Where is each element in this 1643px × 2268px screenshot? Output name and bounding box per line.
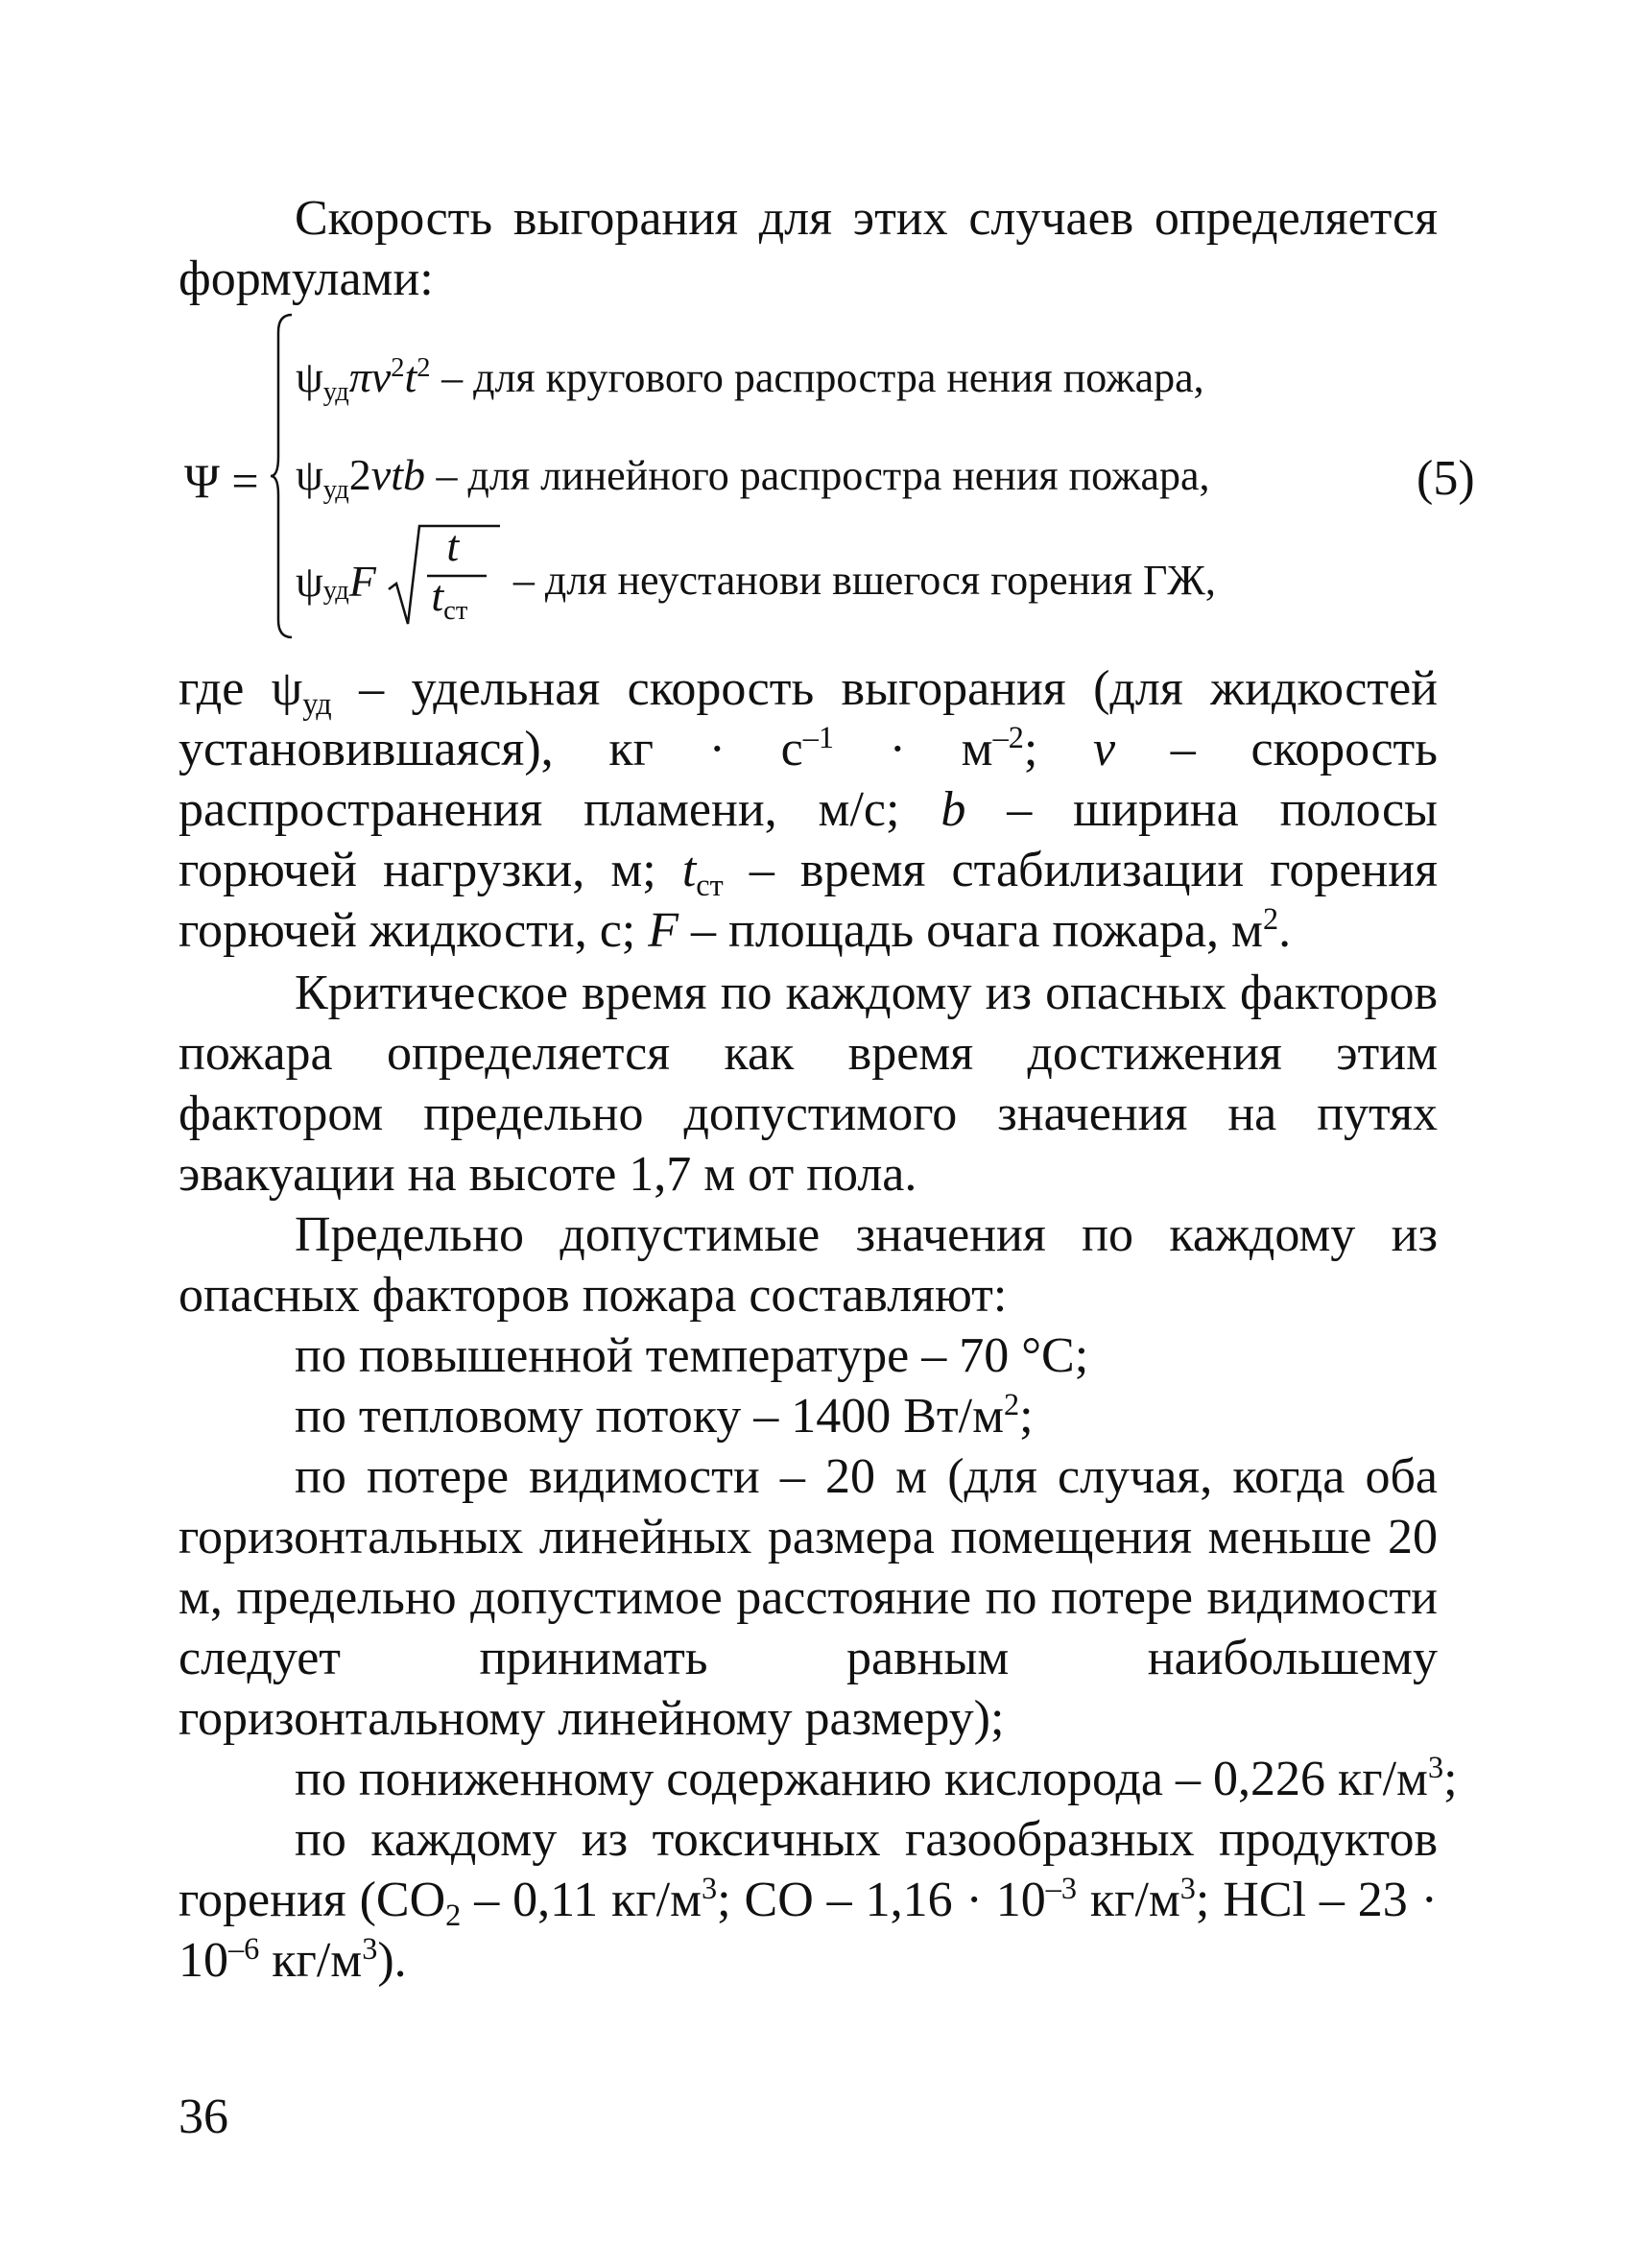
formula-row-linear: $\psi_{уд}2vtb$ – для линейного распростра нения пожара, (296, 450, 1210, 505)
limit-toxic-gases: по каждому из токсичных газообразных продуктов горения ($СО_2 - 0,11$ $кг/м^3$; СО – $1,16 \cdot 10^{-3}$ $кг/м^3$; НСl – $23 \cdot 10^{-6}$ $кг/м^3$). (179, 1812, 1439, 1988)
limit-visibility: по потере видимости – 20 м (для случая, когда оба горизонтальных линейных размера помещения меньше 20 м, предельно допустимое расстояние по потере видимости следует принимать равным наибольшему горизонтальному линейному размеру); (179, 1449, 1438, 1746)
page-number: 36 (179, 2089, 228, 2144)
sqrt-fraction: t $t_{ст}$ (387, 520, 502, 616)
limit-temperature: по повышенной температуре – 70 °С; (295, 1328, 1089, 1383)
where-paragraph: где $\psi_{уд}$ – удельная скорость выгорания (для жидкостей установившаяся), кг · $с^{-1} \cdot м^{-2}$; v – скорость распространения пламени, м/с; b – ширина полосы горючей нагрузки, м; $t_{ст}$ – время стабилизации горения горючей жидкости, с; F – площадь очага пожара, $м^2$. (179, 661, 1438, 958)
formula-row-unsteady: $\psi_{уд}F$ t $t_{ст}$ – для неустанови вшегося горения ГЖ, (296, 521, 1216, 626)
critical-time-paragraph: Критическое время по каждому из опасных факторов пожара определяется как время достижения этим фактором предельно допустимого значения на путях эвакуации на высоте 1,7 м от пола. (179, 966, 1438, 1202)
formula-5 (179, 309, 1484, 645)
formula-row-unsteady-desc: – для неустанови вшегося горения ГЖ, (512, 556, 1216, 604)
intro-paragraph: Скорость выгорания для этих случаев определяется формулами: (179, 191, 1438, 306)
formula-row-linear-desc: – для линейного распростра нения пожара, (436, 452, 1210, 499)
limit-oxygen: по пониженному содержанию кислорода – 0,226 $кг/м^3$; (295, 1750, 1458, 1806)
formula-row-circular-desc: – для кругового распростра нения пожара, (441, 354, 1204, 401)
limit-heat-flux: по тепловому потоку – 1400 $Вт/м^2$; (295, 1387, 1034, 1444)
limits-intro-paragraph: Предельно допустимые значения по каждому из опасных факторов пожара составляют: (179, 1207, 1438, 1323)
formula-row-circular: $\psi_{уд}\pi v^2t^2$ – для кругового распростра нения пожара, (296, 352, 1204, 407)
equation-number: (5) (1417, 451, 1475, 506)
curly-brace (271, 313, 294, 639)
formula-lhs: Ψ = (184, 454, 259, 508)
